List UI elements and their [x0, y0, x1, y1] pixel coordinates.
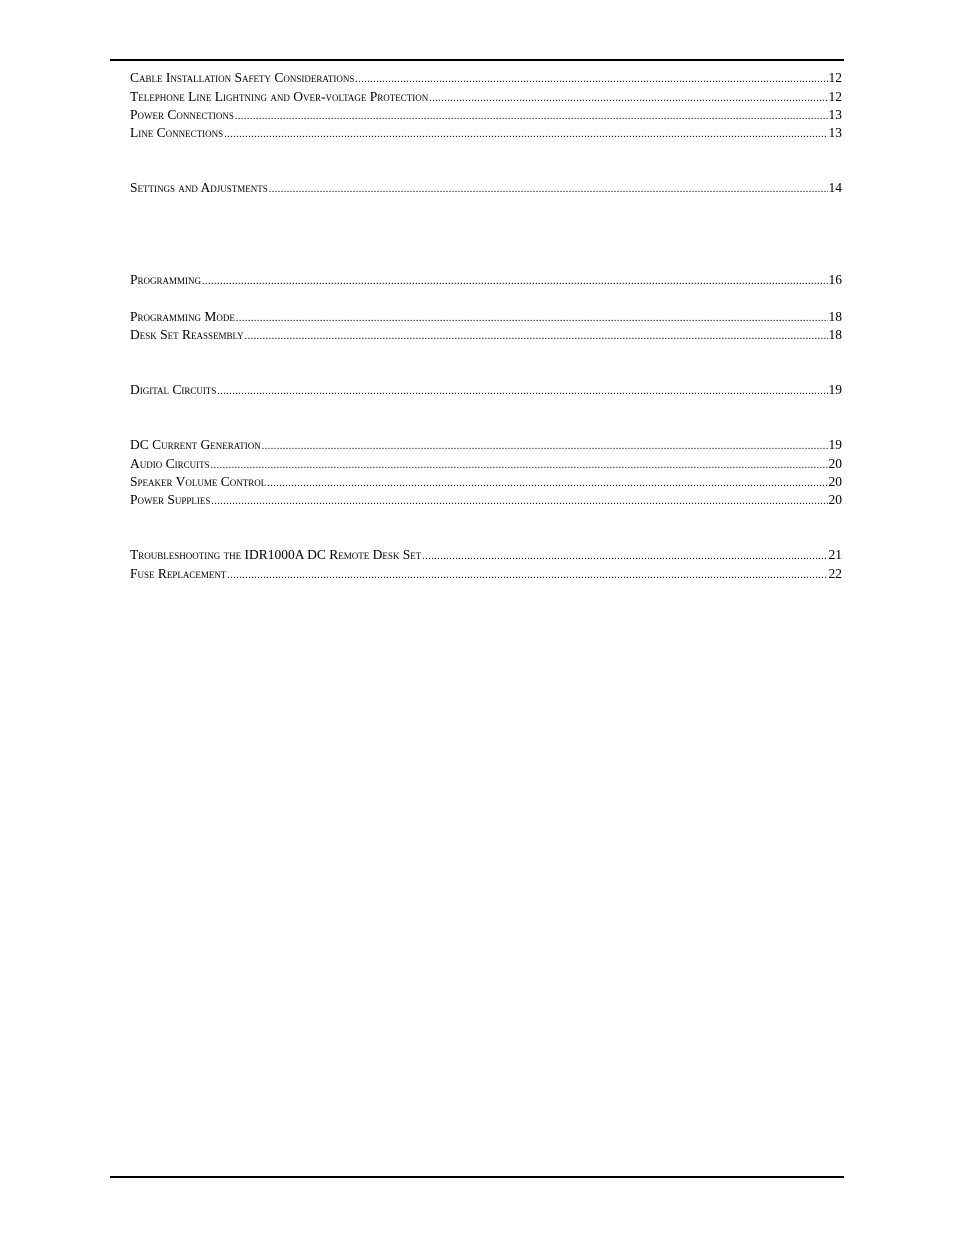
toc-entry-title: Fuse Replacement	[130, 566, 227, 581]
toc-dot-leader	[429, 91, 827, 107]
toc-entry	[130, 125, 842, 143]
toc-dot-leader	[224, 127, 827, 143]
toc-dot-leader	[262, 439, 828, 455]
toc-entry	[130, 474, 842, 492]
footer-rule	[110, 1176, 844, 1178]
toc-entry	[130, 272, 842, 290]
toc-entry-title: Digital Circuits	[130, 382, 217, 397]
toc-entry-title: Desk Set Reassembly	[130, 327, 244, 342]
toc-entry-page: 22	[828, 566, 842, 581]
toc-entry-title: Cable Installation Safety Considerations	[130, 70, 355, 85]
toc-entry	[130, 107, 842, 125]
toc-entry-title: Settings and Adjustments	[130, 180, 268, 195]
toc-entry-page: 18	[828, 327, 842, 342]
toc-entry-page: 16	[828, 272, 842, 287]
toc-entry-title: Speaker Volume Control	[130, 474, 267, 489]
toc-dot-leader	[227, 568, 827, 584]
toc-dot-leader	[235, 109, 828, 125]
toc-entry-title: DC Current Generation	[130, 437, 261, 452]
toc-entry	[130, 437, 842, 455]
toc-entry-title: Line Connections	[130, 125, 224, 140]
toc-dot-leader	[245, 329, 828, 345]
toc-dot-leader	[269, 182, 828, 198]
toc-entry	[130, 382, 842, 400]
toc-dot-leader	[217, 384, 827, 400]
toc-entry-title: Audio Circuits	[130, 456, 210, 471]
table-of-contents	[130, 0, 842, 1235]
toc-entry-page: 19	[828, 382, 842, 397]
toc-entry-page: 20	[828, 492, 842, 507]
toc-entry-title: Programming Mode	[130, 309, 235, 324]
toc-entry-title: Programming	[130, 272, 202, 287]
toc-dot-leader	[267, 476, 827, 492]
toc-entry	[130, 547, 842, 565]
toc-entry-page: 14	[828, 180, 842, 195]
toc-entry	[130, 327, 842, 345]
toc-entry-page: 18	[828, 309, 842, 324]
toc-dot-leader	[211, 458, 828, 474]
toc-entry-page: 20	[828, 474, 842, 489]
toc-entry-title: Telephone Line Lightning and Over-voltage Protection	[130, 89, 429, 104]
toc-entry-page: 21	[828, 547, 842, 562]
toc-entry	[130, 70, 842, 88]
toc-entry	[130, 180, 842, 198]
toc-entry	[130, 492, 842, 510]
toc-entry-page: 20	[828, 456, 842, 471]
toc-entry	[130, 309, 842, 327]
toc-entry	[130, 456, 842, 474]
toc-entry-page: 12	[828, 89, 842, 104]
toc-entry-page: 19	[828, 437, 842, 452]
toc-dot-leader	[211, 494, 827, 510]
toc-dot-leader	[202, 274, 827, 290]
toc-entry-title: Troubleshooting the IDR1000A DC Remote Desk Set	[130, 547, 422, 562]
toc-dot-leader	[355, 72, 827, 88]
toc-dot-leader	[422, 549, 827, 565]
toc-entry-title: Power Connections	[130, 107, 234, 122]
toc-entry-page: 12	[828, 70, 842, 85]
toc-entry	[130, 89, 842, 107]
toc-entry-title: Power Supplies	[130, 492, 211, 507]
toc-dot-leader	[236, 311, 828, 327]
toc-entry-page: 13	[828, 107, 842, 122]
toc-entry-page: 13	[828, 125, 842, 140]
toc-entry	[130, 566, 842, 584]
